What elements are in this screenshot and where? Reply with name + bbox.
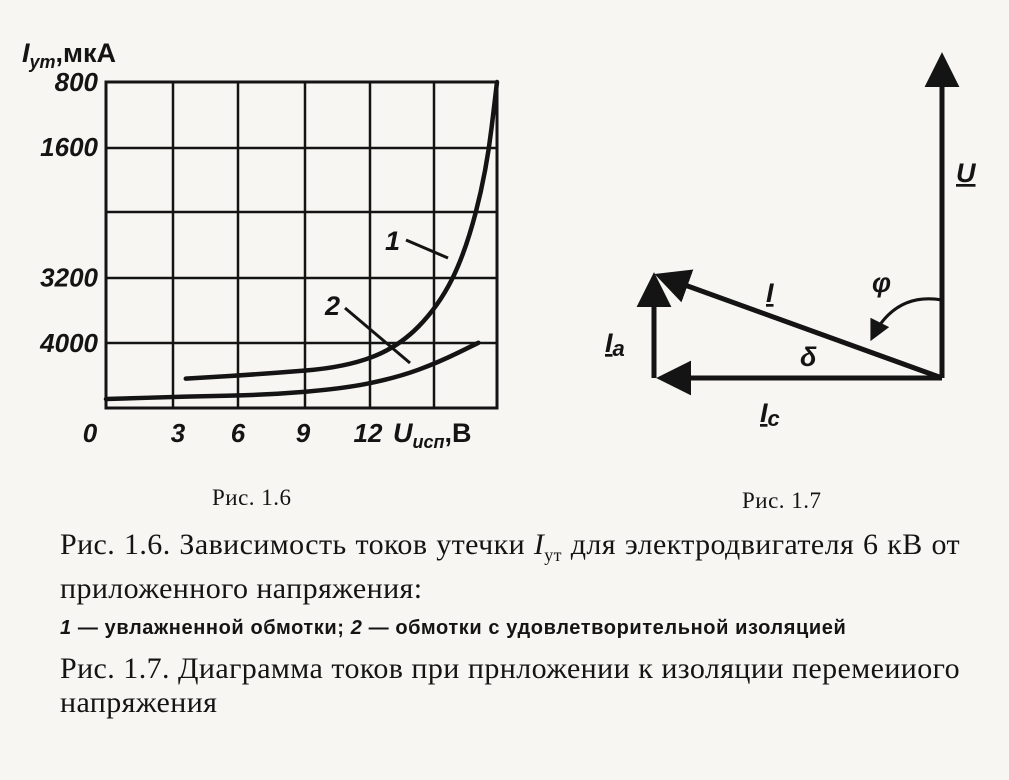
- vector-ia-label: Ia: [605, 328, 625, 361]
- x-tick-label: 12: [353, 418, 383, 448]
- curve-2-label: 2: [325, 291, 341, 321]
- vector-i-label: I: [766, 278, 774, 308]
- x-tick-label: 3: [170, 418, 186, 448]
- chart-grid: [106, 82, 497, 408]
- figure-1-7-caption: Рис. 1.7. Диаграмма токов при прнложении к изоляции перемеииого напряжения: [60, 652, 960, 719]
- x-axis-label: $U_{исп},В$: [393, 418, 472, 452]
- figure-1-6-label: Рис. 1.6: [212, 485, 292, 510]
- curve-1: [186, 82, 497, 379]
- chart-curves: [106, 82, 497, 399]
- x-tick-label: 9: [295, 418, 311, 448]
- captions: [60, 528, 960, 720]
- figure-1-6-caption: Рис. 1.6. Зависимость токов утечки $I_{ут}$ для электродвигателя 6 кВ от приложенного напряжения:: [60, 528, 960, 605]
- x-tick-label: 6: [230, 418, 246, 448]
- y-tick-label: 4000: [40, 327, 98, 358]
- vector-u-label: U: [956, 158, 976, 188]
- curve-1-label: 1: [385, 226, 401, 256]
- figure-1-6-legend: 1 — увлажненной обмотки; 2 — обмотки с удовлетворительной изоляцией: [60, 617, 847, 639]
- x-tick-label: 0: [82, 418, 98, 448]
- angle-delta-label: δ: [800, 342, 817, 372]
- plot-frame: [106, 82, 497, 408]
- angle-phi-label: φ: [872, 268, 891, 298]
- figure-1-7-label: Рис. 1.7: [742, 488, 822, 513]
- leakage-current-chart: [22, 38, 497, 452]
- curve-1-leader: [406, 240, 448, 258]
- y-tick-label: 1600: [40, 132, 98, 163]
- angle-phi-arc: [872, 299, 942, 338]
- y-tick-label: 800: [54, 67, 98, 97]
- vector-ic-label: Ic: [760, 398, 780, 431]
- y-axis-label: $I_{ут},мкА$: [22, 38, 117, 72]
- current-phasor-diagram: [605, 58, 977, 431]
- y-tick-label: 3200: [40, 262, 98, 293]
